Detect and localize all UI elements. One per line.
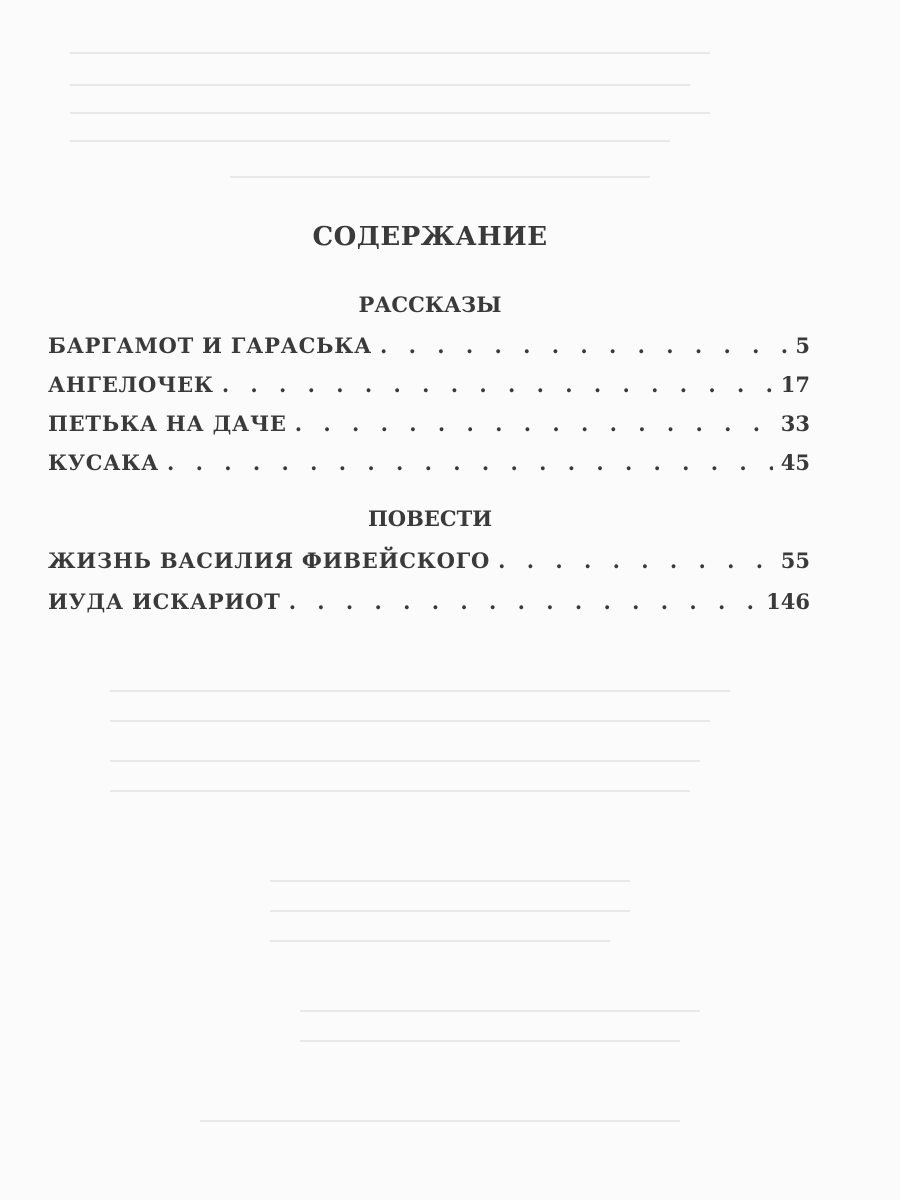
- section-heading-stories: РАССКАЗЫ: [358, 292, 502, 317]
- page-title: СОДЕРЖАНИЕ: [312, 222, 548, 252]
- toc-entry-title: ПЕТЬКА НА ДАЧЕ: [48, 411, 287, 436]
- toc-entry-page: 55: [780, 548, 810, 573]
- toc-entry-page: 5: [795, 333, 810, 358]
- dot-leader: [222, 372, 773, 397]
- toc-entry-page: 17: [780, 372, 810, 397]
- toc-entry: [48, 450, 810, 475]
- toc-entry: [48, 589, 810, 614]
- toc-entry-title: ЖИЗНЬ ВАСИЛИЯ ФИВЕЙСКОГО: [48, 548, 491, 573]
- dot-leader: [295, 411, 773, 436]
- toc-entry-title: КУСАКА: [48, 450, 159, 475]
- dot-leader: [380, 333, 787, 358]
- toc-entry-page: 146: [766, 589, 810, 614]
- dot-leader: [167, 450, 773, 475]
- toc-entry: [48, 333, 810, 358]
- section-heading-novellas: ПОВЕСТИ: [367, 506, 493, 531]
- toc-entry-page: 33: [780, 411, 810, 436]
- toc-entry: [48, 548, 810, 573]
- toc-entry: [48, 411, 810, 436]
- toc-entry: [48, 372, 810, 397]
- dot-leader: [498, 548, 773, 573]
- toc-entry-title: БАРГАМОТ И ГАРАСЬКА: [48, 333, 373, 358]
- toc-entry-title: АНГЕЛОЧЕК: [48, 372, 214, 397]
- dot-leader: [289, 589, 758, 614]
- toc-entry-page: 45: [780, 450, 810, 475]
- toc-entry-title: ИУДА ИСКАРИОТ: [48, 589, 281, 614]
